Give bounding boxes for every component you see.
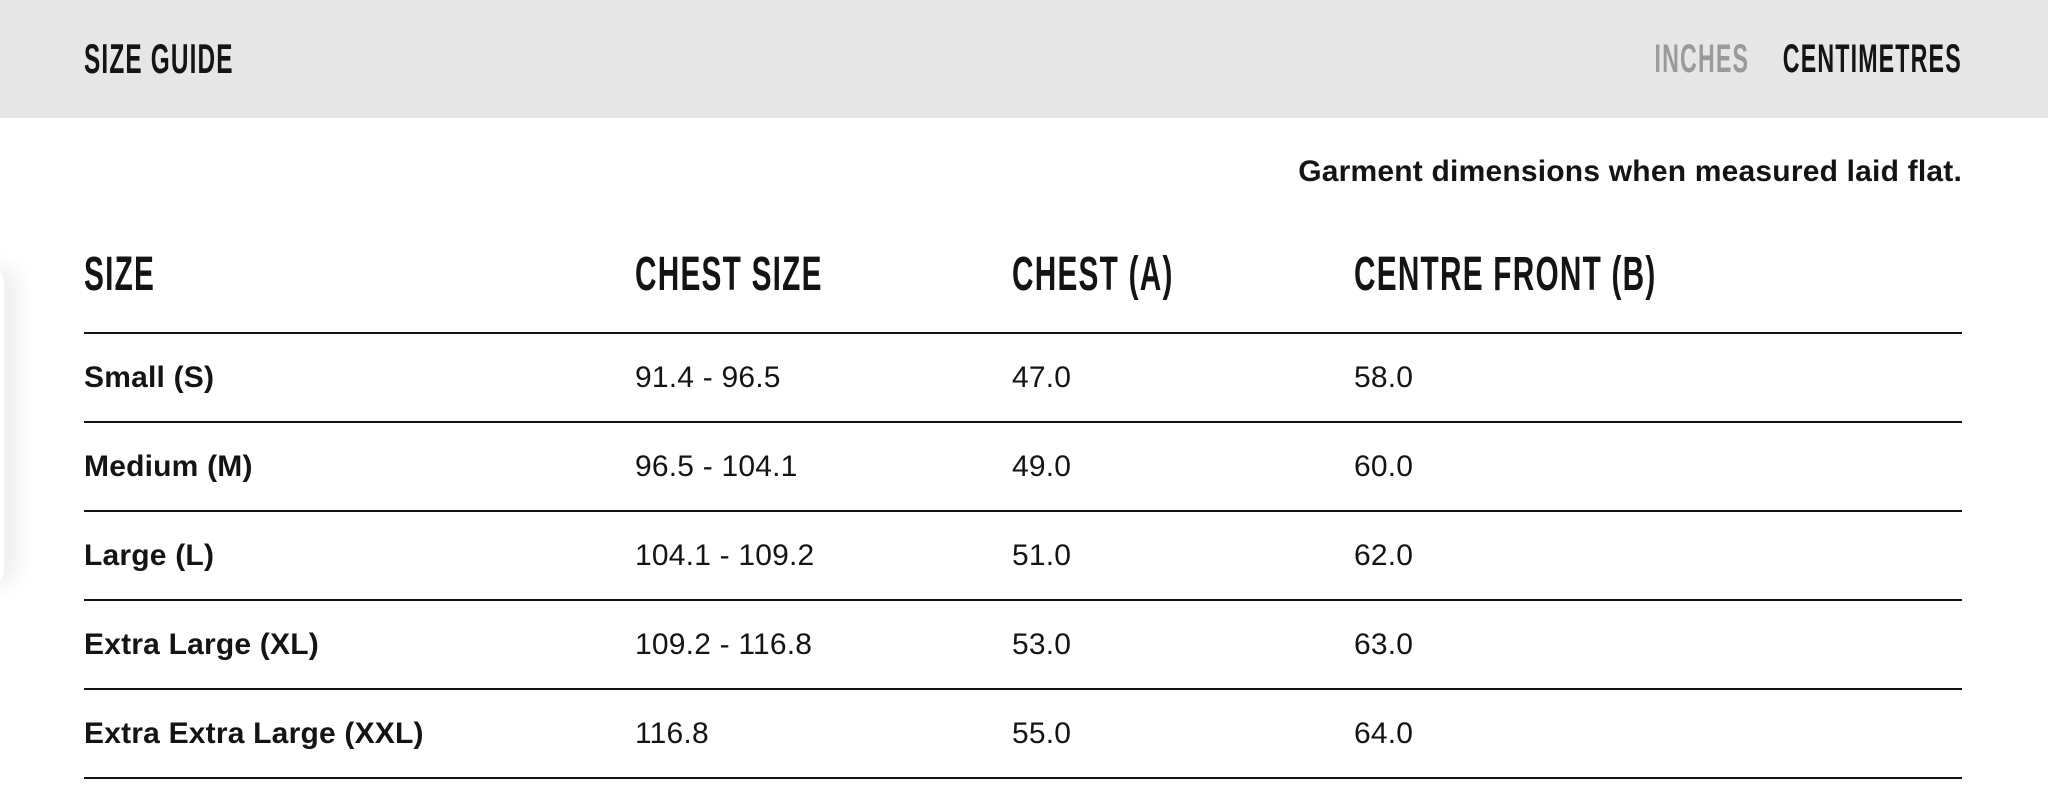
unit-toggle-centimetres[interactable]: CENTIMETRES <box>1782 36 1962 81</box>
table-header-row <box>84 216 1962 333</box>
centre-front-b-value: 58.0 <box>1354 333 1962 422</box>
centre-front-b-value: 62.0 <box>1354 511 1962 600</box>
size-guide-table <box>84 216 1962 779</box>
chest-a-value: 49.0 <box>1012 422 1354 511</box>
size-label: Large (L) <box>84 511 635 600</box>
size-label: Small (S) <box>84 333 635 422</box>
page-edge-artifact <box>0 266 4 586</box>
table-row <box>84 600 1962 689</box>
column-header-centre-front-b: CENTRE FRONT (B) <box>1354 216 1962 333</box>
unit-toggle-inches[interactable]: INCHES <box>1654 36 1750 81</box>
column-header-chest-a: CHEST (A) <box>1012 216 1354 333</box>
table-row <box>84 333 1962 422</box>
chest-a-value: 55.0 <box>1012 689 1354 778</box>
table-row <box>84 422 1962 511</box>
size-label: Medium (M) <box>84 422 635 511</box>
column-header-chest-size: CHEST SIZE <box>635 216 1012 333</box>
chest-size-value: 91.4 - 96.5 <box>635 333 1012 422</box>
chest-size-value: 109.2 - 116.8 <box>635 600 1012 689</box>
chest-a-value: 53.0 <box>1012 600 1354 689</box>
unit-toggle <box>1655 37 1962 82</box>
centre-front-b-value: 63.0 <box>1354 600 1962 689</box>
size-label: Extra Extra Large (XXL) <box>84 689 635 778</box>
column-header-size: SIZE <box>84 216 635 333</box>
chest-size-value: 96.5 - 104.1 <box>635 422 1012 511</box>
measurement-note: Garment dimensions when measured laid flat. <box>1298 155 1962 188</box>
chest-size-value: 104.1 - 109.2 <box>635 511 1012 600</box>
table-row <box>84 689 1962 778</box>
chest-a-value: 51.0 <box>1012 511 1354 600</box>
size-label: Extra Large (XL) <box>84 600 635 689</box>
chest-a-value: 47.0 <box>1012 333 1354 422</box>
chest-size-value: 116.8 <box>635 689 1012 778</box>
page-title: SIZE GUIDE <box>84 35 234 82</box>
centre-front-b-value: 60.0 <box>1354 422 1962 511</box>
table-row <box>84 511 1962 600</box>
size-guide-header <box>0 0 2048 118</box>
centre-front-b-value: 64.0 <box>1354 689 1962 778</box>
